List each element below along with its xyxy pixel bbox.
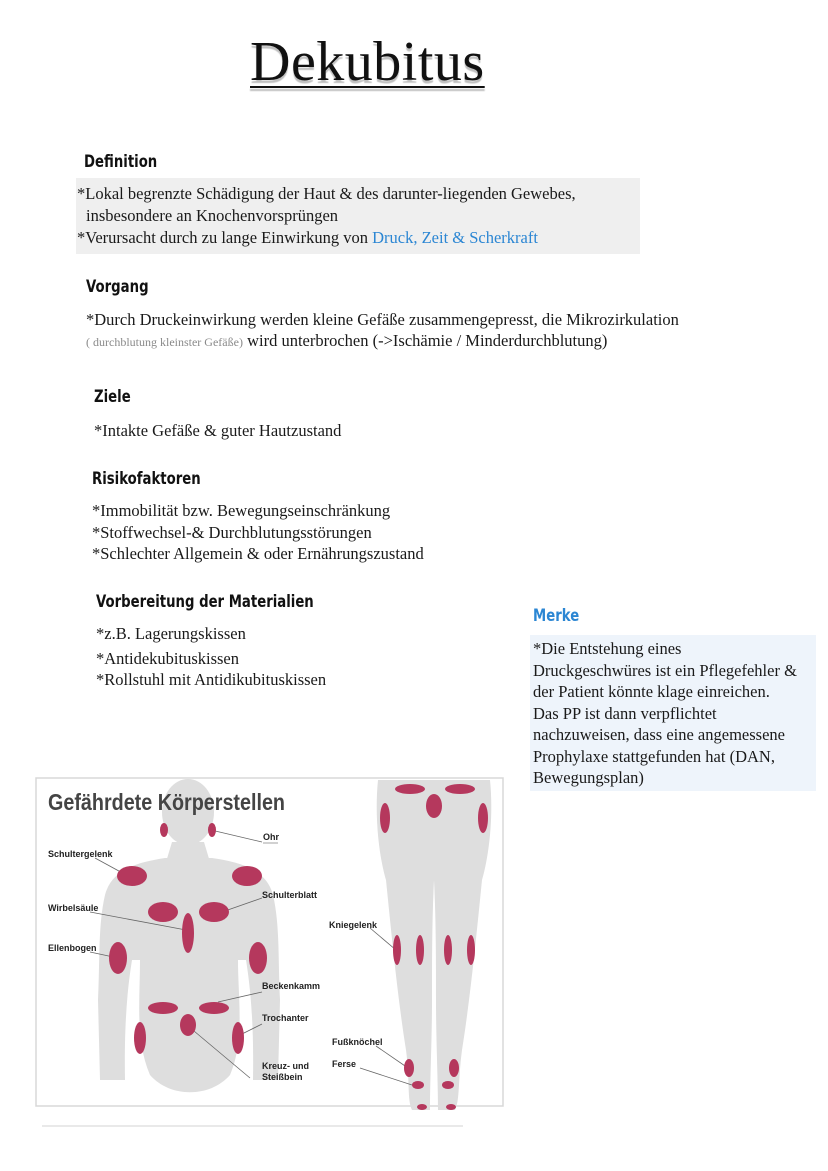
spot-knee-3 <box>444 935 452 965</box>
risikofaktoren-item: *Schlechter Allgemein & oder Ernährungszustand <box>92 544 424 563</box>
spot-knee-1 <box>393 935 401 965</box>
merke-line: nachzuweisen, dass eine angemessene <box>533 725 785 744</box>
spot-schulterblatt-left <box>148 902 178 922</box>
spot-ohr <box>160 823 168 837</box>
spot-heel-left <box>412 1081 424 1089</box>
materialien-item: *Antidekubituskissen <box>96 649 239 668</box>
label-schulterblatt: Schulterblatt <box>262 890 318 900</box>
spot-wirbelsaeule <box>182 913 194 953</box>
merke-line: *Die Entstehung eines <box>533 639 682 658</box>
label-trochanter: Trochanter <box>262 1013 309 1023</box>
label-wirbelsaeule: Wirbelsäule <box>48 903 99 913</box>
spot-buttock-top-right <box>445 784 475 794</box>
label-kreuz: Kreuz- und <box>262 1061 309 1071</box>
vorgang-line-1: *Durch Druckeinwirkung werden kleine Gefäße zusammengepresst, die Mikrozirkulation <box>86 310 679 329</box>
spot-ellenbogen-right <box>249 942 267 974</box>
definition-line-2: insbesondere an Knochenvorsprüngen <box>86 206 339 225</box>
merke-line: der Patient könnte klage einreichen. <box>533 682 770 701</box>
label-ferse: Ferse <box>332 1059 357 1069</box>
vorgang-line-2-text: wird unterbrochen (->Ischämie / Minderdurchblutung) <box>242 331 608 350</box>
spot-schultergelenk <box>117 866 147 886</box>
risikofaktoren-item: *Immobilität bzw. Bewegungseinschränkung <box>92 501 391 520</box>
risikofaktoren-item: *Stoffwechsel-& Durchblutungsstörungen <box>92 523 372 542</box>
spot-heel-right <box>442 1081 454 1089</box>
definition-accent-text: Druck, Zeit & Scherkraft <box>372 228 538 247</box>
spot-heel-bottom-left <box>417 1104 427 1110</box>
spot-knee-4 <box>467 935 475 965</box>
label-kniegelenk: Kniegelenk <box>329 920 378 930</box>
merke-line: Das PP ist dann verpflichtet <box>533 704 717 723</box>
spot-hip-right <box>478 803 488 833</box>
ziele-heading: Ziele <box>94 387 131 407</box>
spot-ankle-right <box>449 1059 459 1077</box>
definition-line-3-text: *Verursacht durch zu lange Einwirkung von <box>77 228 373 247</box>
merke-line: Bewegungsplan) <box>533 768 644 787</box>
merke-line: Prophylaxe stattgefunden hat (DAN, <box>533 747 775 766</box>
label-ohr: Ohr <box>263 832 280 842</box>
spot-knee-2 <box>416 935 424 965</box>
spot-schultergelenk-right <box>232 866 262 886</box>
label-schultergelenk: Schultergelenk <box>48 849 113 859</box>
spot-beckenkamm-right <box>199 1002 229 1014</box>
vorgang-note: ( durchblutung kleinster Gefäße) <box>86 335 243 349</box>
merke-heading: Merke <box>533 606 580 626</box>
label-fussknoechel: Fußknöchel <box>332 1037 383 1047</box>
materialien-heading: Vorbereitung der Materialien <box>96 592 314 612</box>
spot-ellenbogen <box>109 942 127 974</box>
spot-trochanter-right <box>232 1022 244 1054</box>
materialien-item: *z.B. Lagerungskissen <box>96 624 246 643</box>
definition-heading: Definition <box>84 152 158 172</box>
spot-steissbein <box>180 1014 196 1036</box>
spot-ohr-right <box>208 823 216 837</box>
merke-line: Druckgeschwüres ist ein Pflegefehler & <box>533 661 797 680</box>
label-beckenkamm: Beckenkamm <box>262 981 321 991</box>
spot-buttock-top-left <box>395 784 425 794</box>
spot-trochanter-left <box>134 1022 146 1054</box>
spot-hip-left <box>380 803 390 833</box>
spot-heel-bottom-right <box>446 1104 456 1110</box>
definition-line-1: *Lokal begrenzte Schädigung der Haut & des darunter-liegenden Gewebes, <box>77 184 576 203</box>
figure-title: Gefährdete Körperstellen <box>48 789 285 815</box>
spot-schulterblatt-right <box>199 902 229 922</box>
spot-beckenkamm-left <box>148 1002 178 1014</box>
spot-ankle-left <box>404 1059 414 1077</box>
label-ellenbogen: Ellenbogen <box>48 943 97 953</box>
spot-sacrum <box>426 794 442 818</box>
ziele-line-1: *Intakte Gefäße & guter Hautzustand <box>94 421 342 440</box>
vorgang-heading: Vorgang <box>86 277 149 297</box>
risikofaktoren-heading: Risikofaktoren <box>92 469 201 489</box>
label-steissbein: Steißbein <box>262 1072 303 1082</box>
page-title: Dekubitus <box>250 31 485 93</box>
materialien-item: *Rollstuhl mit Antidikubituskissen <box>96 670 327 689</box>
